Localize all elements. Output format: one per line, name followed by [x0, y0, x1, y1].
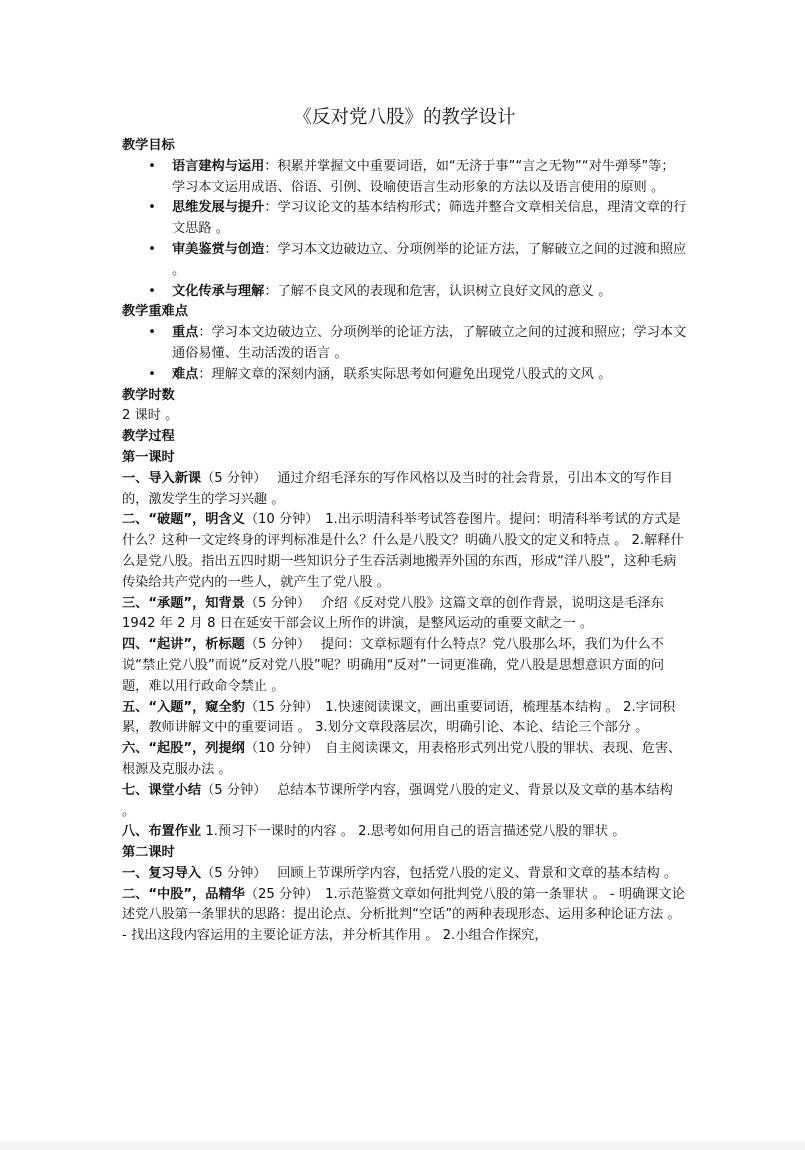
goal-text: ：了解不良文风的表现和危害，认识树立良好文风的意义 。: [264, 283, 612, 299]
lesson-step: [122, 822, 687, 843]
step-label: 三、“承题”，知背景: [122, 595, 245, 611]
goal-item: [122, 240, 687, 282]
goal-label: 思维发展与提升: [172, 200, 265, 216]
lesson-step: [122, 594, 687, 636]
step-text: （15 分钟） 1.快速阅读课文，画出重要词语，梳理基本结构 。 2.字词积累，教师讲解文中的重要词语 。 3.划分文章段落层次，明确引论、本论、结论三个部分 。: [122, 699, 676, 736]
step-text: 1.预习下一课时的内容 。 2.思考如何用自己的语言描述党八股的罪状 。: [201, 824, 626, 840]
step-label: 四、“起讲”，析标题: [122, 637, 245, 653]
step-text: （10 分钟） 1.出示明清科举考试答卷图片。提问：明清科举考试的方式是什么？这种一文定终身的评判标准是什么？什么是八股文？明确八股文的定义和特点 。 2.解释什么是党八股。指出五四时期一些知识分子生吞活剥地搬弄外国的东西，形成“洋八股”，这种毛病传染给共产党内的一些人，就产生了党八股 。: [122, 512, 684, 590]
step-label: 八、布置作业: [122, 824, 202, 840]
goals-list: [122, 157, 687, 303]
bullet-icon: •: [148, 283, 156, 299]
hours-heading: 教学时数: [122, 387, 175, 403]
bullet-icon: •: [148, 325, 156, 341]
lesson-step: [122, 510, 687, 593]
goals-heading: 教学目标: [122, 138, 175, 153]
bullet-icon: •: [148, 158, 156, 174]
page-bottom-edge: [0, 1142, 805, 1150]
lesson-step: [122, 739, 687, 781]
hours-text: 2 课时 。: [122, 408, 179, 424]
difficulty-text: ：理解文章的深刻内涵，联系实际思考如何避免出现党八股式的文风 。: [198, 366, 612, 382]
step-label: 七、课堂小结: [122, 782, 202, 798]
step-label: 六、“起股”，列提纲: [122, 741, 245, 757]
difficulty-text: ：学习本文边破边立、分项例举的论证方法，了解破立之间的过渡和照应；学习本文通俗易懂、生动活泼的语言 。: [172, 325, 687, 361]
difficulty-label: 重点: [172, 325, 199, 341]
bullet-icon: •: [148, 241, 156, 257]
difficulty-heading: 教学重难点: [122, 304, 188, 320]
lesson-step: [122, 635, 687, 697]
goal-label: 语言建构与运用: [172, 158, 265, 174]
process-heading: 教学过程: [122, 429, 175, 445]
goal-text: ：学习本文边破边立、分项例举的论证方法，了解破立之间的过渡和照应 。: [172, 241, 687, 278]
goal-item: [122, 198, 687, 240]
step-label: 一、导入新课: [122, 470, 202, 486]
lesson-step: [122, 864, 687, 885]
lesson-step: [122, 885, 687, 947]
step-text: （5 分钟） 介绍《反对党八股》这篇文章的创作背景，说明这是毛泽东 1942 年 2 月 8 日在延安干部会议上所作的讲演，是整风运动的重要文献之一 。: [122, 595, 664, 632]
lesson-step: [122, 781, 687, 823]
step-text: （5 分钟） 提问：文章标题有什么特点？党八股那么坏，我们为什么不说“禁止党八股”而说“反对党八股”呢？明确用“反对”一词更准确，党八股是思想意识方面的问题，难以用行政命令禁止 。: [122, 637, 665, 694]
difficulty-item: [122, 365, 687, 386]
step-text: （5 分钟） 通过介绍毛泽东的写作风格以及当时的社会背景，引出本文的写作目的，激发学生的学习兴趣 。: [122, 470, 673, 507]
step-text: （25 分钟） 1.示范鉴赏文章如何批判党八股的第一条罪状 。 - 明确课文论述党八股第一条罪状的思路：提出论点、分析批判“空话”的两种表现形态、运用多种论证方法 。 - 找出这段内容运用的主要论证方法，并分析其作用 。 2.小组合作探究，: [122, 886, 685, 944]
step-text: （5 分钟） 总结本节课所学内容，强调党八股的定义、背景以及文章的基本结构 。: [122, 782, 673, 819]
difficulty-item: [122, 323, 687, 365]
lesson1-heading: 第一课时: [122, 449, 175, 465]
bullet-icon: •: [148, 200, 156, 216]
step-text: （5 分钟） 回顾上节课所学内容，包括党八股的定义、背景和文章的基本结构 。: [201, 865, 678, 881]
difficulty-list: [122, 323, 687, 385]
difficulty-label: 难点: [172, 366, 199, 382]
lesson-step: [122, 469, 687, 511]
document-title: 《反对党八股》的教学设计: [293, 107, 516, 128]
bullet-icon: •: [148, 366, 156, 382]
goal-item: [122, 282, 687, 303]
step-label: 二、“中股”，品精华: [122, 886, 245, 902]
goal-label: 文化传承与理解: [172, 283, 265, 299]
goal-label: 审美鉴赏与创造: [172, 241, 265, 257]
step-text: （10 分钟） 自主阅读课文，用表格形式列出党八股的罪状、表现、危害、根源及克服办法 。: [122, 741, 682, 777]
step-label: 一、复习导入: [122, 865, 202, 881]
goal-text: ：积累并掌握文中重要词语，如“无济于事”“言之无物”“对牛弹琴”等；学习本文运用成语、俗语、引例、设喻使语言生动形象的方法以及语言使用的原则 。: [172, 158, 675, 195]
goal-item: [122, 157, 687, 199]
step-label: 五、“入题”，窥全豹: [122, 699, 245, 715]
lesson2-heading: 第二课时: [122, 845, 175, 861]
step-label: 二、“破题”，明含义: [122, 512, 245, 528]
goal-text: ：学习议论文的基本结构形式；筛选并整合文章相关信息，理清文章的行文思路 。: [172, 200, 687, 237]
lesson-step: [122, 698, 687, 740]
